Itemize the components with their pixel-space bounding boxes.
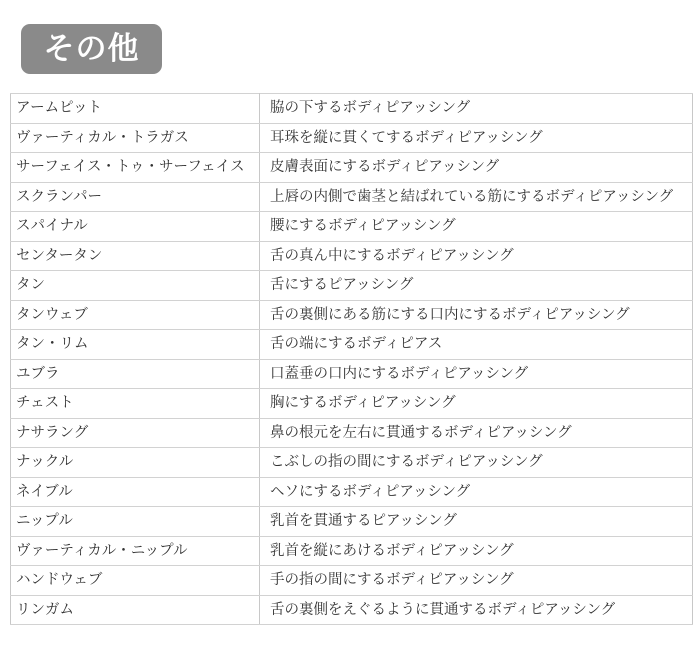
table-row (11, 477, 693, 507)
description-cell: 舌の端にするボディピアス (260, 330, 693, 360)
term-cell: アームピット (11, 94, 260, 124)
term-cell: センタータン (11, 241, 260, 271)
term-cell: スクランパー (11, 182, 260, 212)
description-cell: 脇の下するボディピアッシング (260, 94, 693, 124)
term-cell: タン・リム (11, 330, 260, 360)
term-cell: ユブラ (11, 359, 260, 389)
term-cell: ネイブル (11, 477, 260, 507)
term-cell: ナックル (11, 448, 260, 478)
table-row (11, 389, 693, 419)
term-cell: タン (11, 271, 260, 301)
term-cell: チェスト (11, 389, 260, 419)
description-cell: 上唇の内側で歯茎と結ばれている筋にするボディピアッシング (260, 182, 693, 212)
table-row (11, 300, 693, 330)
term-cell: サーフェイス・トゥ・サーフェイス (11, 153, 260, 183)
description-cell: 舌の真ん中にするボディピアッシング (260, 241, 693, 271)
term-cell: ニップル (11, 507, 260, 537)
table-row (11, 595, 693, 625)
table-row (11, 123, 693, 153)
table-row (11, 536, 693, 566)
description-cell: ヘソにするボディピアッシング (260, 477, 693, 507)
term-cell: スパイナル (11, 212, 260, 242)
description-cell: 口蓋垂の口内にするボディピアッシング (260, 359, 693, 389)
term-cell: リンガム (11, 595, 260, 625)
glossary-body (11, 94, 693, 625)
table-row (11, 212, 693, 242)
description-cell: 鼻の根元を左右に貫通するボディピアッシング (260, 418, 693, 448)
table-row (11, 418, 693, 448)
description-cell: 舌の裏側にある筋にする口内にするボディピアッシング (260, 300, 693, 330)
term-cell: ヴァーティカル・ニップル (11, 536, 260, 566)
table-row (11, 448, 693, 478)
table-row (11, 153, 693, 183)
table-row (11, 241, 693, 271)
section-heading: その他 (21, 24, 162, 74)
term-cell: ナサラング (11, 418, 260, 448)
description-cell: 乳首を縦にあけるボディピアッシング (260, 536, 693, 566)
description-cell: 舌の裏側をえぐるように貫通するボディピアッシング (260, 595, 693, 625)
description-cell: 腰にするボディピアッシング (260, 212, 693, 242)
description-cell: 胸にするボディピアッシング (260, 389, 693, 419)
table-row (11, 94, 693, 124)
description-cell: こぶしの指の間にするボディピアッシング (260, 448, 693, 478)
table-row (11, 566, 693, 596)
description-cell: 耳珠を縦に貫くてするボディピアッシング (260, 123, 693, 153)
description-cell: 乳首を貫通するピアッシング (260, 507, 693, 537)
table-row (11, 330, 693, 360)
term-cell: タンウェブ (11, 300, 260, 330)
term-cell: ハンドウェブ (11, 566, 260, 596)
table-row (11, 271, 693, 301)
description-cell: 舌にするピアッシング (260, 271, 693, 301)
table-row (11, 182, 693, 212)
description-cell: 皮膚表面にするボディピアッシング (260, 153, 693, 183)
table-row (11, 507, 693, 537)
description-cell: 手の指の間にするボディピアッシング (260, 566, 693, 596)
term-cell: ヴァーティカル・トラガス (11, 123, 260, 153)
piercing-glossary-table (10, 93, 693, 625)
table-row (11, 359, 693, 389)
